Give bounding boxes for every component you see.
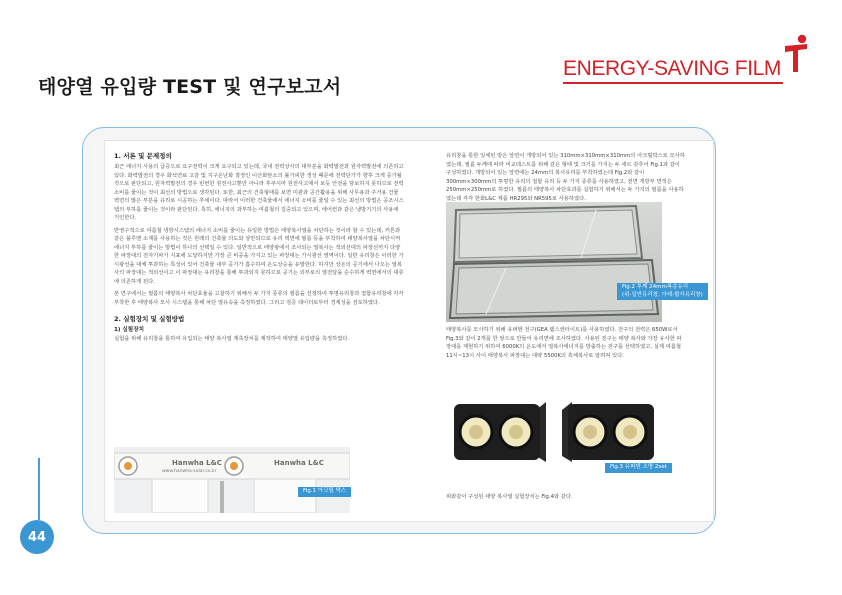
acrylic-box-illustration	[114, 447, 350, 513]
acrylic-box-photo	[114, 447, 350, 513]
person-logo-icon	[783, 34, 809, 74]
sidebar-accent-line	[38, 458, 40, 520]
right-paragraph: 유리창을 통한 일체된 방은 앞면이 개방되어 있는 310mm×310mm×310mm의 아크릴박스로 모사하였는데, 필름 두께에 따라 비교테스트를 위해 같은 형태 및 크기를 가지는 두 세트 갖추어 Fig.1과 같이 구성하였다. 개방되어 있는 앞면에는 24mm의 복사유리를 부착하였는데 Fig.2와 같이 300mm×300mm의 투명한 유리의 접합 유리 등 두 가지 종류를 사용하였고, 전면 개방부 면적은 250mm×250mm로 하였다. 필름의 태양복사 차단효과를 실험하기 위해서는 두 가지의 필름을 사용하였는데 각각 한화L&C 제품 HR295와 NR595로 사용하였다.	[446, 153, 685, 202]
page-title: 태양열 유입량 TEST 및 연구보고서	[38, 76, 342, 98]
right-paragraph: 태양복사를 모사하기 위해 유퍼텐 전구(GEA 램스엔터이트)를 사용하였다. 전구의 전력은 650W로서 Fig.3와 같이 2개를 한 쌍으로 만들어 유리면에 조사하였다. 사용된 전구는 태양 복사와 가장 유사한 파장대를 재현하기 위하여 6000K의 온도에서 열복사에너지를 방출하는 전구를 선택하였고, 실제 여름철 11시~13시 사이 태양복사 파장대는 대략 5500K의 흑체복사로 알려져 있다.	[446, 327, 682, 359]
section1-paragraph: 본 연구에서는 필름의 태양복사 차단효율을 고찰하기 위해서 두 가지 종류의 필름을 선정하여 투명유리창과 접합유리창에 각각 부착한 후 태양복사 모사 시스템을 통해 차단 열유속을 측정하였다. 그리고 검증 데이터로부터 경제성을 검토하였다.	[114, 291, 404, 306]
left-column	[114, 152, 404, 348]
page-number: 44	[20, 520, 54, 554]
section1-title: 1. 서론 및 문제정의	[114, 152, 172, 160]
fig2-caption-line: (위-일반유리창, 아래-할자유리창)	[622, 291, 703, 298]
right-column	[446, 152, 686, 207]
section1-paragraph: 반영구적으로 여름철 냉방시스템의 에너지 소비를 줄이는 유일한 방법은 태양복사열을 차단하는 것이라 할 수 있는데, 커튼과 같은 블루맨 소재를 사용하는 것은 원래의 건축물 의도와 상반되므로 유리 벽면에 필름 등을 부착하여 태양복사열을 차단시켜 에너지 부하를 줄이는 방법이 하나의 선택일 수 있다. 일반적으로 태양광에서 조사되는 열복사는 적외선대의 파장선까지 다양한 파장대의 전자기파가 지표에 도달하지만 가장 큰 비중을 가지고 있는 파장대는 가시광선 영역이다. 일반 유리창은 이러한 가시광선을 대체 투과하는 특성이 있어 건축물 내부 공기가 흡수하여 온도상승을 유발한다. 하지만 상온의 공기에서 나오는 열복사의 파장대는 적외선이고 이 파장대는 유리창을 통해 투과되지 못하므로 공기는 외부로의 열전달을 순수하게 벽면에서의 대류에 의존하게 된다.	[114, 227, 404, 285]
photo-sign-brand: Hanwha L&C	[172, 459, 222, 467]
double-glazing-photo	[446, 202, 662, 322]
section2-title: 2. 실험장치 및 실험방법	[114, 315, 185, 323]
fig3-caption: Fig.3 유퍼텐 조명 2set	[605, 463, 672, 473]
brand-title: ENERGY-SAVING FILM	[563, 57, 782, 80]
section2-subtitle: 1) 실험장치	[114, 327, 145, 333]
brand-underline	[563, 82, 783, 84]
photo-sign-url: www.hanwha-solar.co.kr	[162, 469, 217, 474]
double-glazing-illustration	[446, 202, 662, 322]
right-column-mid	[446, 326, 686, 364]
photo-sign-brand: Hanwha L&C	[274, 459, 324, 467]
right-paragraph: 위와같이 구성된 태양 복사열 실험장치는 Fig.4와 같다.	[446, 494, 573, 500]
section2-paragraph: 실험을 위해 유리창을 통하여 유입되는 태양 복사열 계측장치를 제작하여 태양열 유입량을 측정하였다.	[114, 336, 350, 342]
fig2-caption-line: Fig.2 투께 24mm복층유리	[622, 284, 689, 290]
fig1-caption: Fig.1 아크릴 박스	[298, 487, 351, 497]
section1-paragraph: 최근 에너지 사용의 급증으로 요구전력이 크게 요구되고 있는데, 국내 전력상사의 대부분을 화력발전과 원자력발전에 의존하고 있다. 화력발전의 경우 화석연료 고갈 및 지구온난화 결정인 이산화탄소의 불가피한 생성 때문에 전력단가가 향후 크게 증가될 것으로 판단되고, 원자력발전의 경우 빈번한 원전사고뿐만 아니라 후쿠시마 원전사고에서 보듯 안전을 담보하지 못하므로 전력소비를 줄이는 것이 최선의 방법으로 생각된다. 또한, 최근의 건축형태를 보면 미관과 공간활용을 위해 사무용과 주거용 건물 벽면의 많은 부분을 유리로 시공하는 추세이다. 따라서 이러한 건축물에서 에너지 소비를 줄일 수 있는 최선의 방법은 공조시스템의 부하를 줄이는 것이라 판단된다. 특히, 에너지의 과부하는 여름철의 집중되고 있으며, 에어컨과 같은 냉방기기의 사용에 기인한다.	[114, 164, 404, 221]
fig2-caption	[617, 283, 708, 300]
